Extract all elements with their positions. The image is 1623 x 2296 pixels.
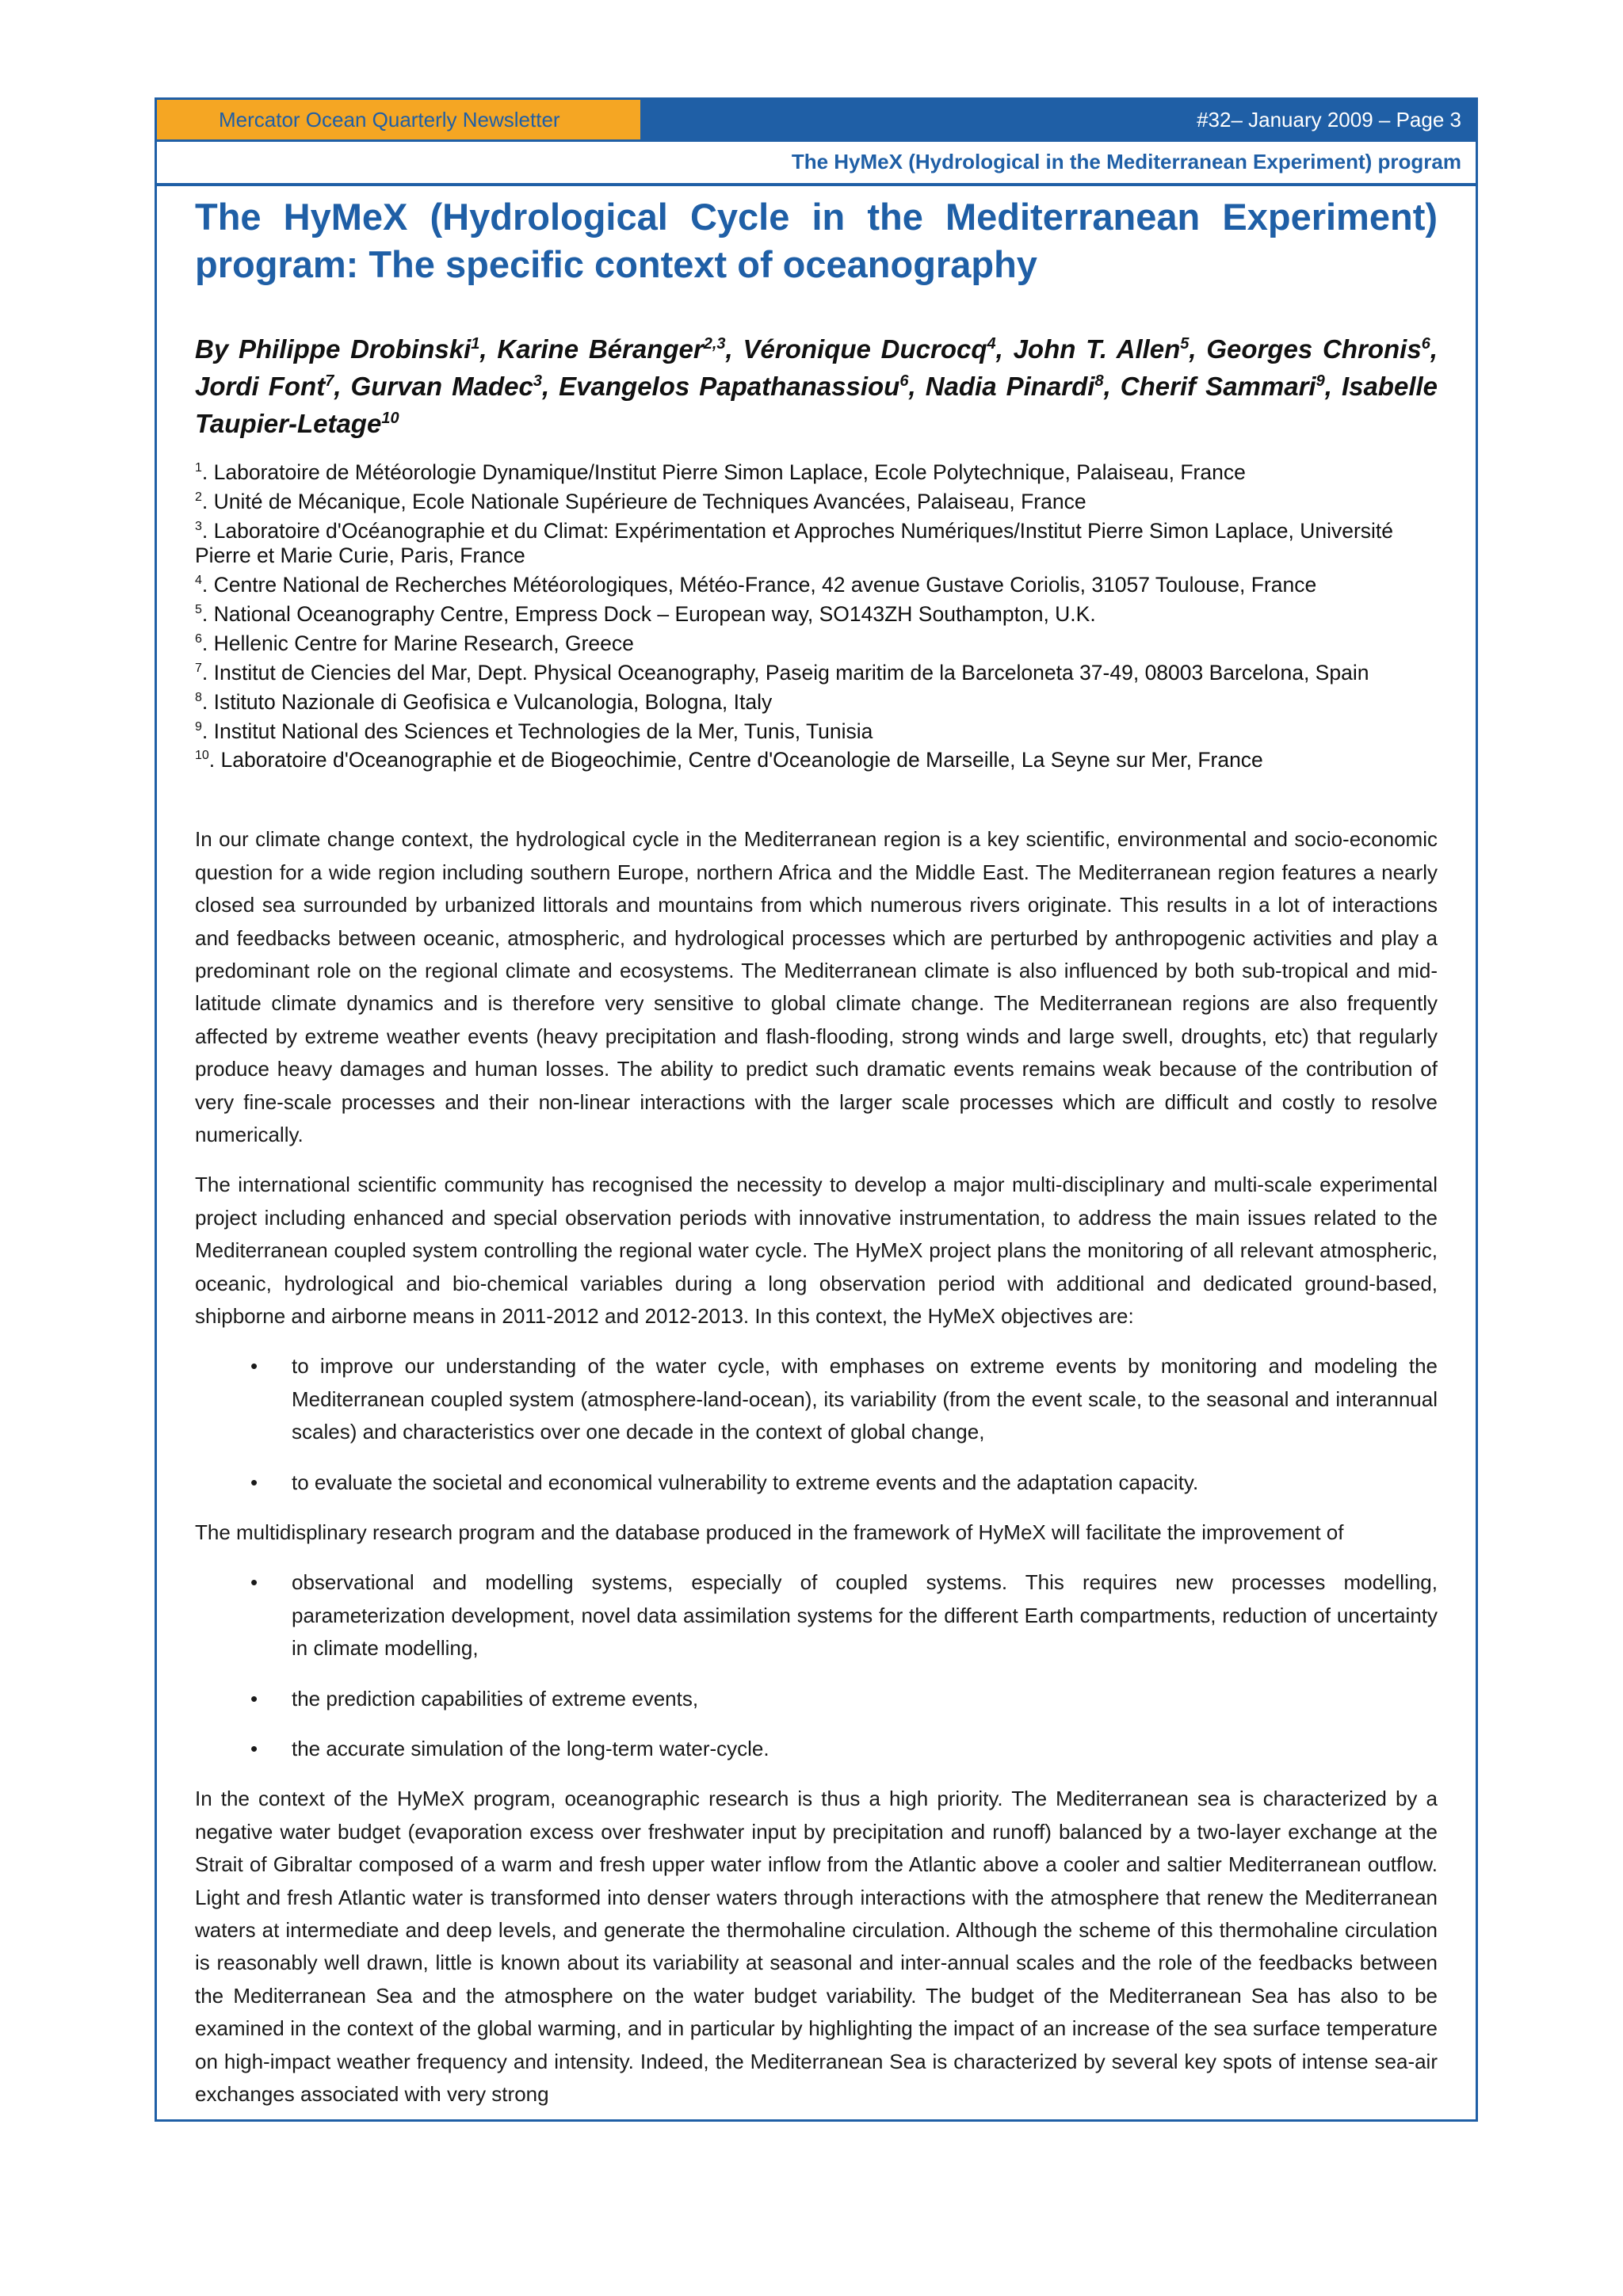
author: Gurvan Madec$^3$,	[350, 372, 550, 401]
bullet-icon: •	[250, 1737, 258, 1761]
affiliation: $^2$. Unité de Mécanique, Ecole Nationale Supérieure de Techniques Avancées, Palaiseau, France	[195, 489, 1086, 513]
section-title: The HyMeX (Hydrological in the Mediterranean Experiment) program	[155, 139, 1478, 185]
author: Jordi Font$^7$,	[195, 372, 342, 401]
paragraph: The international scientific community has recognised the necessity to develop a major multi-disciplinary and multi-scale experimental project including enhanced and special observation periods with innovative instrumentation, to address the main issues related to the Mediterranean coupled system controlling the regional water cycle. The HyMeX project plans the monitoring of all relevant atmospheric, oceanic, hydrological and bio-chemical variables during a long observation period with additional and dedicated ground-based, shipborne and airborne means in 2011-2012 and 2012-2013. In this context, the HyMeX objectives are:	[195, 1173, 1438, 1328]
affiliation: $^{10}$. Laboratoire d'Oceanographie et de Biogeochimie, Centre d'Oceanologie de Marseille, La Seyne sur Mer, France	[195, 748, 1263, 772]
author: Cherif Sammari$^9$,	[1120, 372, 1332, 401]
affiliation-list	[195, 456, 1438, 772]
author: Nadia Pinardi$^8$,	[925, 372, 1111, 401]
author: Karine Béranger$^{2,3}$,	[497, 334, 733, 364]
newsletter-name: Mercator Ocean Quarterly Newsletter	[157, 100, 640, 139]
author: Evangelos Papathanassiou$^6$,	[559, 372, 916, 401]
bullet-icon: •	[250, 1354, 258, 1379]
paragraph: In our climate change context, the hydrological cycle in the Mediterranean region is a key scientific, environmental and socio-economic question for a wide region including southern Europe, northern Africa and the Middle East. The Mediterranean region features a nearly closed sea surrounded by urbanized littorals and mountains from which numerous rivers originate. This results in a lot of interactions and feedbacks between oceanic, atmospheric, and hydrological processes which are perturbed by anthropogenic activities and play a predominant role on the regional climate and ecosystems. The Mediterranean climate is also influenced by both sub-tropical and mid-latitude climate dynamics and is therefore very sensitive to global climate change. The Mediterranean regions are also frequently affected by extreme weather events (heavy precipitation and flash-flooding, strong winds and large swell, droughts, etc) that regularly produce heavy damages and human losses. The ability to predict such dramatic events remains weak because of the contribution of very fine-scale processes and their non-linear interactions with the larger scale processes which are difficult and costly to resolve numerically.	[195, 827, 1438, 1146]
list-item: • to evaluate the societal and economical vulnerability to extreme events and the adaptation capacity.	[195, 1466, 1438, 1499]
list-item: • the accurate simulation of the long-term water-cycle.	[195, 1733, 1438, 1765]
list-item: • observational and modelling systems, especially of coupled systems. This requires new processes modelling, parameterization development, novel data assimilation systems for the different Earth compartments, reduction of uncertainty in climate modelling,	[195, 1566, 1438, 1665]
article	[195, 190, 1438, 2129]
bullet-icon: •	[250, 1470, 258, 1494]
author: Georges Chronis$^6$,	[1206, 334, 1438, 364]
author: Philippe Drobinski$^1$,	[238, 334, 487, 364]
author: Véronique Ducrocq$^4$,	[743, 334, 1003, 364]
list-item: • to improve our understanding of the water cycle, with emphases on extreme events by monitoring and modeling the Mediterranean coupled system (atmosphere-land-ocean), its variability (from the event scale, to the seasonal and interannual scales) and characteristics over one decade in the context of global change,	[195, 1350, 1438, 1448]
author: John T. Allen$^5$,	[1013, 334, 1197, 364]
author-list	[195, 328, 1438, 440]
affiliation: $^8$. Istituto Nazionale di Geofisica e Vulcanologia, Bologna, Italy	[195, 689, 773, 714]
affiliation: $^6$. Hellenic Centre for Marine Research, Greece	[195, 631, 634, 655]
newsletter-header	[155, 97, 1478, 142]
paragraph: In the context of the HyMeX program, oceanographic research is thus a high priority. The Mediterranean sea is characterized by a negative water budget (evaporation excess over freshwater input by precipitation and runoff) balanced by a two-layer exchange at the Strait of Gibraltar composed of a warm and fresh upper water inflow from the Atlantic above a cooler and saltier Mediterranean outflow. Light and fresh Atlantic water is transformed into denser waters through interactions with the atmosphere that renew the Mediterranean waters at intermediate and deep levels, and generate the thermohaline circulation. Although the scheme of this thermohaline circulation is reasonably well drawn, little is known about its variability at seasonal and inter-annual scales and the role of the feedbacks between the Mediterranean Sea and the atmosphere on the water budget variability. The budget of the Mediterranean Sea has also to be examined in the context of the global warming, and in particular by highlighting the impact of an increase of the sea surface temperature on high-impact weather frequency and intensity. Indeed, the Mediterranean Sea is characterized by several key spots of intense sea-air exchanges associated with very strong	[195, 1787, 1438, 2107]
paragraph: The multidisplinary research program and the database produced in the framework of HyMeX will facilitate the improvement of	[195, 1520, 1344, 1544]
affiliation: $^9$. Institut National des Sciences et Technologies de la Mer, Tunis, Tunisia	[195, 719, 873, 743]
affiliation: $^7$. Institut de Ciencies del Mar, Dept. Physical Oceanography, Paseig maritim de la Barceloneta 37-49, 08003 Barcelona, Spain	[195, 660, 1369, 685]
bullet-icon: •	[250, 1570, 258, 1595]
affiliation: $^1$. Laboratoire de Météorologie Dynamique/Institut Pierre Simon Laplace, Ecole Polytechnique, Palaiseau, France	[195, 460, 1246, 484]
issue-page-label: #32– January 2009 – Page 3	[640, 100, 1476, 139]
affiliation: $^4$. Centre National de Recherches Météorologiques, Météo-France, 42 avenue Gustave Coriolis, 31057 Toulouse, France	[195, 573, 1317, 597]
byline-prefix: By	[195, 334, 229, 364]
article-body	[195, 823, 1438, 2111]
bullet-icon: •	[250, 1686, 258, 1711]
improvements-list	[195, 1566, 1438, 1765]
author: Isabelle Taupier-Letage$^{10}$	[195, 372, 1438, 438]
affiliation: $^3$. Laboratoire d'Océanographie et du Climat: Expérimentation et Approches Numériques/Institut Pierre Simon Laplace, Université Pierre et Marie Curie, Paris, France	[195, 518, 1394, 568]
affiliation: $^5$. National Oceanography Centre, Empress Dock – European way, SO143ZH Southampton, U.K.	[195, 602, 1096, 627]
article-title: The HyMeX (Hydrological Cycle in the Mediterranean Experiment) program: The specific context of oceanography	[195, 196, 1438, 285]
list-item: • the prediction capabilities of extreme events,	[195, 1683, 1438, 1715]
objectives-list	[195, 1350, 1438, 1499]
